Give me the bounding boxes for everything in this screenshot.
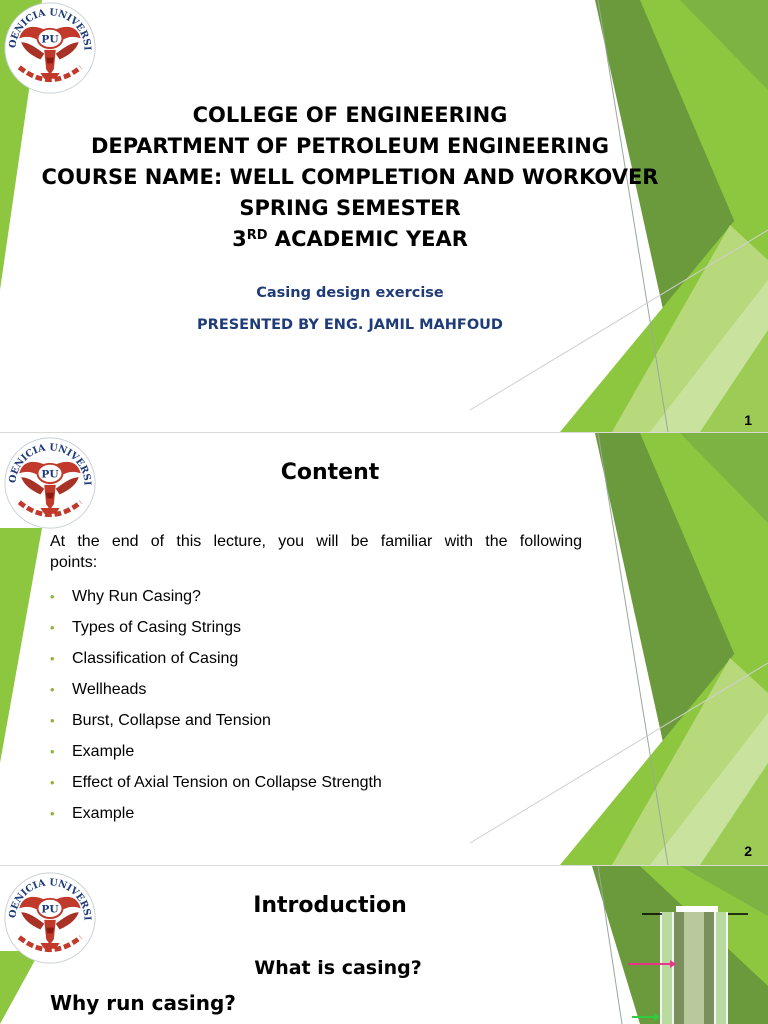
intro-text-line2: points:: [50, 554, 98, 571]
bullet-icon: •: [50, 620, 55, 635]
title-line-college: COLLEGE OF ENGINEERING: [192, 103, 508, 127]
slide-1: [0, 0, 768, 432]
title-line-department: DEPARTMENT OF PETROLEUM ENGINEERING: [90, 134, 610, 158]
question-what-is-casing: What is casing?: [254, 957, 422, 979]
list-item: • Wellheads: [50, 674, 382, 705]
list-item: • Types of Casing Strings: [50, 612, 382, 643]
list-item: • Classification of Casing: [50, 643, 382, 674]
title-line-semester: SPRING SEMESTER: [239, 196, 461, 220]
title-line-course: COURSE NAME: WELL COMPLETION AND WORKOVER: [41, 165, 659, 189]
bullet-icon: •: [50, 744, 55, 759]
slide1-subtitle: Casing design exercise: [256, 285, 444, 301]
list-item: • Burst, Collapse and Tension: [50, 705, 382, 736]
phoenicia-university-logo: [2, 0, 98, 96]
list-item: • Effect of Axial Tension on Collapse Strength: [50, 767, 382, 798]
list-item: • Why Run Casing?: [50, 581, 382, 612]
phoenicia-university-logo: [2, 870, 98, 966]
year-suffix: ACADEMIC YEAR: [267, 227, 468, 251]
title-line-year: [40, 224, 660, 255]
slide-3: [0, 866, 768, 1024]
page-number: 2: [744, 843, 752, 859]
bullet-icon: •: [50, 806, 55, 821]
bullet-icon: •: [50, 775, 55, 790]
question-why-run-casing: Why run casing?: [50, 991, 236, 1015]
slide1-presenter: PRESENTED BY ENG. JAMIL MAHFOUD: [197, 317, 503, 333]
slide1-title: [40, 100, 660, 255]
slide-2: [0, 433, 768, 865]
content-list: [50, 581, 382, 829]
slide3-heading: Introduction: [253, 893, 407, 918]
bullet-icon: •: [50, 682, 55, 697]
year-prefix: 3: [232, 227, 247, 251]
slide2-heading: Content: [280, 460, 380, 485]
bullet-icon: •: [50, 651, 55, 666]
year-superscript: RD: [246, 228, 268, 243]
bullet-icon: •: [50, 589, 55, 604]
bullet-icon: •: [50, 713, 55, 728]
list-item: • Example: [50, 798, 382, 829]
list-item: • Example: [50, 736, 382, 767]
intro-text-line1: At the end of this lecture, you will be familiar with the following: [50, 533, 582, 550]
page-number: 1: [744, 412, 752, 428]
